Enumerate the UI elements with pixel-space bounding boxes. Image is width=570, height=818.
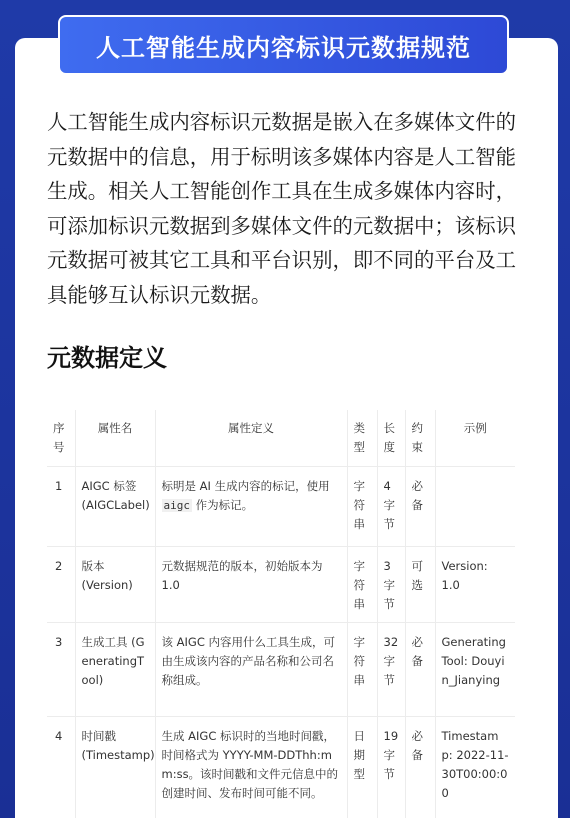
col-header-definition: 属性定义 (155, 410, 347, 467)
table-row (47, 467, 515, 547)
col-header-example: 示例 (435, 410, 515, 467)
cell-definition: 生成 AIGC 标识时的当地时间戳，时间格式为 YYYY-MM-DDThh:mm:ss。该时间戳和文件元信息中的创建时间、发布时间可能不同。 (155, 717, 347, 818)
inline-code: aigc (163, 499, 190, 512)
cell-no: 2 (47, 547, 75, 623)
cell-definition: 标明是 AI 生成内容的标记，使用 aigc 作为标记。 (155, 467, 347, 547)
cell-name: 版本 (Version) (75, 547, 155, 623)
cell-constraint: 必备 (405, 467, 435, 547)
cell-example: Timestamp: 2022-11-30T00:00:00 (435, 717, 515, 818)
col-header-name: 属性名 (75, 410, 155, 467)
table-row (47, 623, 515, 717)
cell-no: 3 (47, 623, 75, 717)
table-header-row (47, 410, 515, 467)
cell-type: 字符串 (347, 623, 377, 717)
cell-no: 4 (47, 717, 75, 818)
cell-length: 32字节 (377, 623, 405, 717)
section-title: 元数据定义 (47, 344, 167, 372)
col-header-constraint: 约束 (405, 410, 435, 467)
cell-length: 3字节 (377, 547, 405, 623)
cell-type: 日期型 (347, 717, 377, 818)
cell-type: 字符串 (347, 467, 377, 547)
cell-constraint: 必备 (405, 623, 435, 717)
cell-name: AIGC 标签 (AIGCLabel) (75, 467, 155, 547)
cell-example: Generating Tool: Douyin_Jianying (435, 623, 515, 717)
cell-name: 生成工具 (GeneratingTool) (75, 623, 155, 717)
cell-name: 时间戳 (Timestamp) (75, 717, 155, 818)
col-header-no: 序号 (47, 410, 75, 467)
table-row (47, 717, 515, 818)
cell-length: 4字节 (377, 467, 405, 547)
col-header-type: 类型 (347, 410, 377, 467)
cell-constraint: 可选 (405, 547, 435, 623)
intro-paragraph: 人工智能生成内容标识元数据是嵌入在多媒体文件的元数据中的信息，用于标明该多媒体内容是人工智能生成。相关人工智能创作工具在生成多媒体内容时，可添加标识元数据到多媒体文件的元数据中；该标识元数据可被其它工具和平台识别，即不同的平台及工具能够互认标识元数据。 (47, 110, 516, 307)
cell-definition: 元数据规范的版本，初始版本为 1.0 (155, 547, 347, 623)
table-row (47, 547, 515, 623)
metadata-table (47, 410, 515, 818)
page-title: 人工智能生成内容标识元数据规范 (58, 15, 509, 75)
cell-type: 字符串 (347, 547, 377, 623)
cell-no: 1 (47, 467, 75, 547)
cell-length: 19字节 (377, 717, 405, 818)
cell-example (435, 467, 515, 547)
cell-definition: 该 AIGC 内容用什么工具生成，可由生成该内容的产品名称和公司名称组成。 (155, 623, 347, 717)
cell-example: Version: 1.0 (435, 547, 515, 623)
cell-constraint: 必备 (405, 717, 435, 818)
col-header-length: 长度 (377, 410, 405, 467)
